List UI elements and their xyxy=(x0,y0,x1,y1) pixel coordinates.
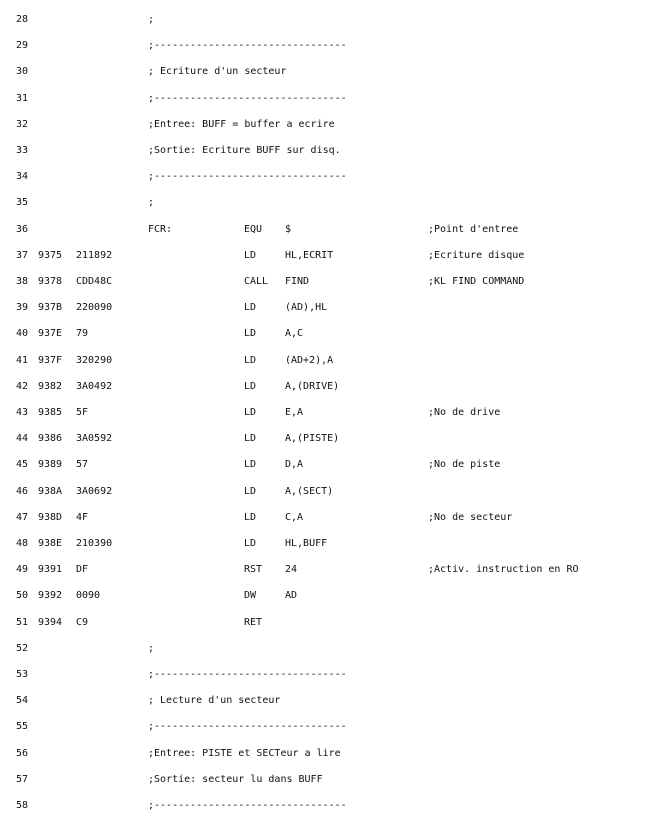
line-number: 49 xyxy=(16,564,29,576)
label-or-comment: ;-------------------------------- xyxy=(148,40,347,52)
label-or-comment: ;-------------------------------- xyxy=(148,669,347,680)
listing-line xyxy=(0,616,649,630)
line-number: 30 xyxy=(16,66,29,78)
line-number: 39 xyxy=(16,302,29,314)
hex-code: 220090 xyxy=(76,302,113,314)
line-number: 47 xyxy=(16,511,29,523)
listing-line xyxy=(0,747,649,761)
operand: E,A xyxy=(285,407,304,418)
line-number: 35 xyxy=(16,197,29,209)
mnemonic: LD xyxy=(244,433,257,445)
listing-line xyxy=(0,458,649,472)
operand: (AD+2),A xyxy=(285,354,334,366)
listing-line xyxy=(0,380,649,394)
listing-line xyxy=(0,301,649,315)
hex-code: 4F xyxy=(76,511,89,523)
line-number: 38 xyxy=(16,276,29,287)
line-number: 36 xyxy=(16,223,29,235)
comment: ;No de piste xyxy=(428,459,501,471)
address: 9392 xyxy=(38,590,63,602)
line-number: 40 xyxy=(16,328,29,340)
listing-line xyxy=(0,642,649,656)
line-number: 44 xyxy=(16,433,29,445)
listing-line xyxy=(0,511,649,525)
listing-line xyxy=(0,799,649,813)
label-or-comment: ;Entree: BUFF = buffer a ecrire xyxy=(148,118,335,130)
mnemonic: LD xyxy=(244,302,257,314)
hex-code: 57 xyxy=(76,459,89,471)
operand: $ xyxy=(285,223,292,235)
comment: ;KL FIND COMMAND xyxy=(428,276,525,287)
mnemonic: DW xyxy=(244,590,257,602)
line-number: 42 xyxy=(16,380,29,392)
label-or-comment: ; Lecture d'un secteur xyxy=(148,695,281,707)
listing-line xyxy=(0,170,649,184)
line-number: 52 xyxy=(16,642,29,654)
mnemonic: LD xyxy=(244,249,257,261)
listing-line xyxy=(0,668,649,682)
listing-line xyxy=(0,144,649,158)
address: 9391 xyxy=(38,564,63,576)
hex-code: 210390 xyxy=(76,538,113,549)
line-number: 43 xyxy=(16,407,29,418)
listing-line xyxy=(0,485,649,499)
label-or-comment: ;-------------------------------- xyxy=(148,92,347,104)
line-number: 56 xyxy=(16,747,29,759)
listing-line xyxy=(0,720,649,734)
listing-line xyxy=(0,406,649,420)
line-number: 54 xyxy=(16,695,29,707)
line-number: 28 xyxy=(16,14,29,25)
mnemonic: LD xyxy=(244,328,257,340)
label-or-comment: ;Sortie: Ecriture BUFF sur disq. xyxy=(148,145,341,156)
listing-line xyxy=(0,354,649,368)
line-number: 48 xyxy=(16,538,29,549)
line-number: 34 xyxy=(16,171,29,183)
comment: ;Point d'entree xyxy=(428,223,519,235)
hex-code: 211892 xyxy=(76,249,113,261)
hex-code: 3A0492 xyxy=(76,380,113,392)
comment: ;Ecriture disque xyxy=(428,249,525,261)
operand: HL,ECRIT xyxy=(285,249,334,261)
line-number: 45 xyxy=(16,459,29,471)
hex-code: C9 xyxy=(76,616,89,628)
mnemonic: RST xyxy=(244,564,263,576)
operand: D,A xyxy=(285,459,304,471)
operand: A,(DRIVE) xyxy=(285,380,340,392)
mnemonic: EQU xyxy=(244,223,263,235)
operand: HL,BUFF xyxy=(285,538,328,549)
label-or-comment: ; xyxy=(148,197,155,209)
comment: ;Activ. instruction en RO xyxy=(428,564,579,576)
label-or-comment: ; xyxy=(148,14,155,25)
address: 937B xyxy=(38,302,63,314)
address: 937F xyxy=(38,354,63,366)
address: 9375 xyxy=(38,249,63,261)
address: 938D xyxy=(38,511,63,523)
hex-code: 3A0692 xyxy=(76,485,113,497)
listing-line xyxy=(0,537,649,551)
address: 938A xyxy=(38,485,63,497)
listing-line xyxy=(0,92,649,106)
listing-line xyxy=(0,563,649,577)
line-number: 31 xyxy=(16,92,29,104)
listing-line xyxy=(0,13,649,27)
listing-line xyxy=(0,196,649,210)
mnemonic: RET xyxy=(244,616,263,628)
hex-code: 320290 xyxy=(76,354,113,366)
address: 9378 xyxy=(38,276,63,287)
listing-line xyxy=(0,327,649,341)
listing-line xyxy=(0,589,649,603)
mnemonic: LD xyxy=(244,407,257,418)
label-or-comment: ;-------------------------------- xyxy=(148,721,347,733)
line-number: 51 xyxy=(16,616,29,628)
address: 9382 xyxy=(38,380,63,392)
line-number: 37 xyxy=(16,249,29,261)
listing-line xyxy=(0,773,649,787)
address: 938E xyxy=(38,538,63,549)
comment: ;No de secteur xyxy=(428,511,513,523)
listing-line xyxy=(0,223,649,237)
operand: A,C xyxy=(285,328,304,340)
label-or-comment: FCR: xyxy=(148,223,173,235)
operand: A,(SECT) xyxy=(285,485,334,497)
line-number: 46 xyxy=(16,485,29,497)
mnemonic: LD xyxy=(244,459,257,471)
mnemonic: LD xyxy=(244,511,257,523)
line-number: 32 xyxy=(16,118,29,130)
label-or-comment: ;Sortie: secteur lu dans BUFF xyxy=(148,773,323,785)
listing-line xyxy=(0,694,649,708)
label-or-comment: ; xyxy=(148,642,155,654)
operand: A,(PISTE) xyxy=(285,433,340,445)
label-or-comment: ;-------------------------------- xyxy=(148,800,347,811)
hex-code: CDD48C xyxy=(76,276,113,287)
line-number: 50 xyxy=(16,590,29,602)
operand: FIND xyxy=(285,276,310,287)
line-number: 58 xyxy=(16,800,29,811)
label-or-comment: ;Entree: PISTE et SECTeur a lire xyxy=(148,747,341,759)
operand: (AD),HL xyxy=(285,302,328,314)
address: 9389 xyxy=(38,459,63,471)
mnemonic: CALL xyxy=(244,276,269,287)
address: 9385 xyxy=(38,407,63,418)
hex-code: 79 xyxy=(76,328,89,340)
listing-line xyxy=(0,65,649,79)
comment: ;No de drive xyxy=(428,407,501,418)
hex-code: 3A0592 xyxy=(76,433,113,445)
address: 9386 xyxy=(38,433,63,445)
operand: AD xyxy=(285,590,298,602)
line-number: 33 xyxy=(16,145,29,156)
hex-code: 0090 xyxy=(76,590,101,602)
address: 9394 xyxy=(38,616,63,628)
mnemonic: LD xyxy=(244,354,257,366)
listing-line xyxy=(0,249,649,263)
listing-line xyxy=(0,275,649,289)
listing-line xyxy=(0,118,649,132)
operand: C,A xyxy=(285,511,304,523)
line-number: 55 xyxy=(16,721,29,733)
line-number: 29 xyxy=(16,40,29,52)
line-number: 41 xyxy=(16,354,29,366)
mnemonic: LD xyxy=(244,485,257,497)
label-or-comment: ; Ecriture d'un secteur xyxy=(148,66,287,78)
address: 937E xyxy=(38,328,63,340)
label-or-comment: ;-------------------------------- xyxy=(148,171,347,183)
hex-code: DF xyxy=(76,564,89,576)
listing-line xyxy=(0,432,649,446)
operand: 24 xyxy=(285,564,298,576)
line-number: 53 xyxy=(16,669,29,680)
listing-line xyxy=(0,39,649,53)
mnemonic: LD xyxy=(244,380,257,392)
hex-code: 5F xyxy=(76,407,89,418)
mnemonic: LD xyxy=(244,538,257,549)
line-number: 57 xyxy=(16,773,29,785)
